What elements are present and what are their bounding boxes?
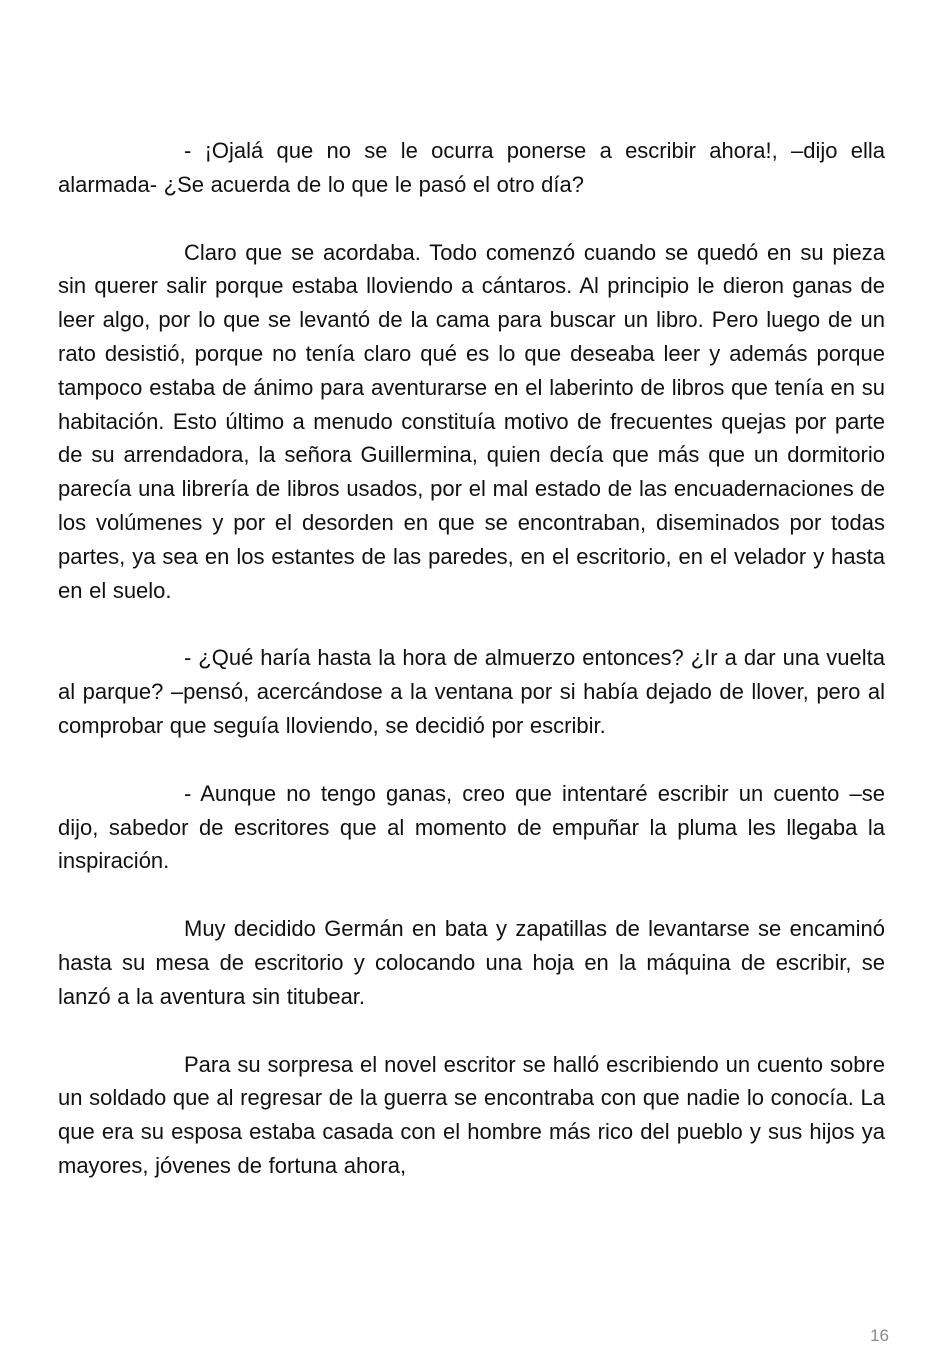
page-number: 16 [870, 1326, 889, 1345]
paragraph-6: Para su sorpresa el novel escritor se halló escribiendo un cuento sobre un soldado que al regresar de la guerra se encontraba con que nadie lo conocía. La que era su esposa estaba casada con el hombre más rico del pueblo y sus hijos ya mayores, jóvenes de fortuna ahora, [58, 1051, 885, 1178]
paragraph-1: - ¡Ojalá que no se le ocurra ponerse a escribir ahora!, –dijo ella alarmada- ¿Se acuerda de lo que le pasó el otro día? [58, 138, 885, 197]
paragraph-3: - ¿Qué haría hasta la hora de almuerzo entonces? ¿Ir a dar una vuelta al parque? –pensó, acercándose a la ventana por si había dejado de llover, pero al comprobar que seguía lloviendo, se decidió por escribir. [58, 645, 885, 738]
paragraph-4: - Aunque no tengo ganas, creo que intentaré escribir un cuento –se dijo, sabedor de escritores que al momento de empuñar la pluma les llegaba la inspiración. [58, 780, 885, 874]
page-body [58, 134, 885, 1183]
paragraph-2: Claro que se acordaba. Todo comenzó cuando se quedó en su pieza sin querer salir porque estaba lloviendo a cántaros. Al principio le dieron ganas de leer algo, por lo que se levantó de la cama para buscar un libro. Pero luego de un rato desistió, porque no tenía claro qué es lo que deseaba leer y además porque tampoco estaba de ánimo para aventurarse en el laberinto de libros que tenía en su habitación. Esto último a menudo constituía motivo de frecuentes quejas por parte de su arrendadora, la señora Guillermina, quien decía que más que un dormitorio parecía una librería de libros usados, por el mal estado de las encuadernaciones de los volúmenes y por el desorden en que se encontraban, diseminados por todas partes, ya sea en los estantes de las paredes, en el escritorio, en el velador y hasta en el suelo. [58, 239, 885, 603]
paragraph-5: Muy decidido Germán en bata y zapatillas de levantarse se encaminó hasta su mesa de escritorio y colocando una hoja en la máquina de escribir, se lanzó a la aventura sin titubear. [58, 916, 885, 1009]
